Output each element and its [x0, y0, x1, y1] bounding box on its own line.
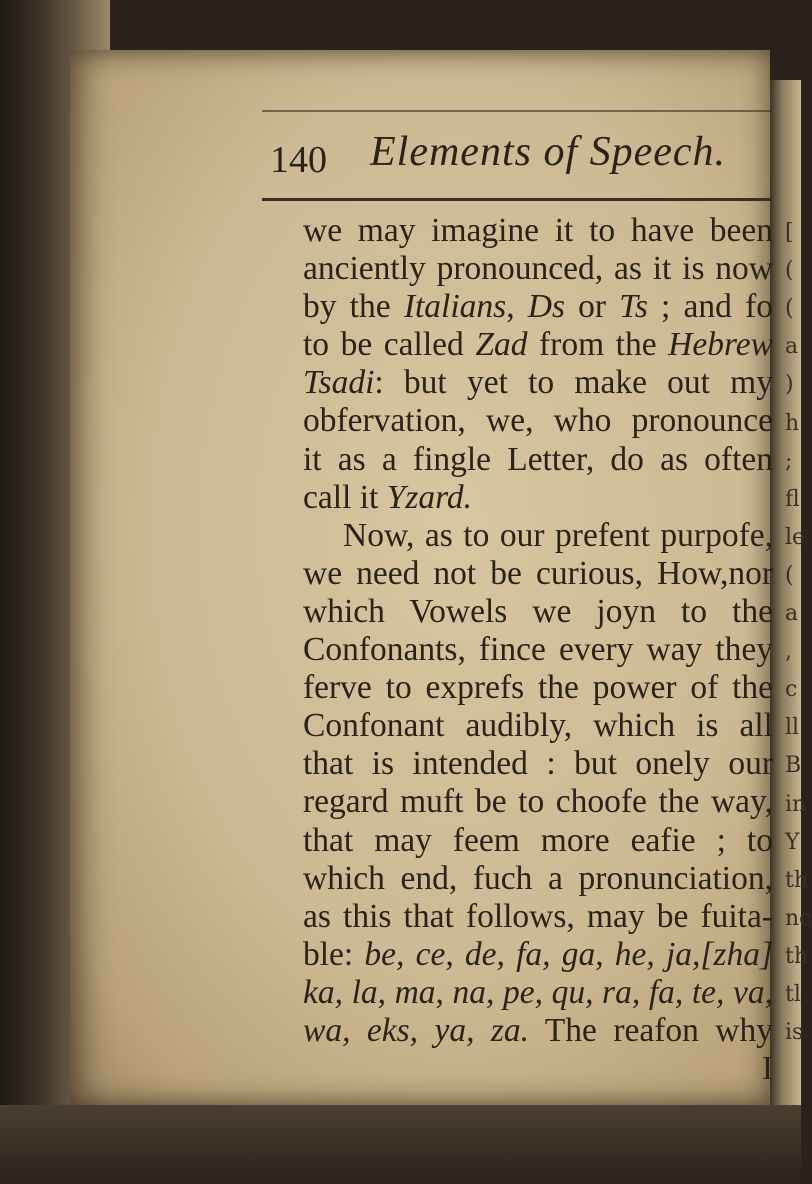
text-segment: Ts: [619, 288, 648, 326]
text-line: [303, 936, 773, 974]
next-page-letter: ,: [785, 639, 792, 665]
text-segment: Confonants, fince every way they: [303, 631, 773, 669]
page-number: 140: [270, 139, 327, 181]
text-segment: be, ce, de, fa, ga, he, ja,[zha]: [364, 935, 773, 973]
text-segment: ka, la, ma, na, pe, qu, ra, fa, te, va,: [303, 973, 773, 1011]
text-segment: obfervation, we, who pronounce: [303, 402, 773, 440]
text-line: [303, 212, 773, 250]
next-page-letter: (: [785, 296, 794, 322]
next-page-letter: Y: [785, 829, 800, 855]
next-page-letter: h: [785, 410, 800, 436]
next-page-letter: [: [785, 220, 794, 245]
text-line: [303, 1012, 773, 1050]
text-segment: Italians: [403, 288, 507, 326]
next-page-letter: tl: [785, 982, 801, 1007]
text-segment: I: [761, 1050, 773, 1088]
text-segment: ble:: [303, 935, 365, 973]
text-segment: : but yet to make out my: [374, 364, 773, 402]
text-segment: we may imagine it to have been: [303, 212, 773, 249]
text-segment: Yzard.: [386, 478, 473, 516]
next-page-letter: a: [785, 601, 799, 626]
text-segment: as this that follows, may be fuita-: [303, 897, 773, 935]
text-line: [303, 441, 773, 479]
text-line: [303, 631, 773, 669]
next-page-letter: B: [785, 753, 802, 779]
text-line: [303, 288, 773, 326]
text-line: [303, 517, 773, 555]
text-line: [303, 860, 773, 898]
header-rule-bottom: [262, 198, 772, 201]
text-segment: call it: [303, 478, 387, 516]
text-segment: which Vowels we joyn to the: [303, 592, 773, 630]
text-segment: Ds: [527, 288, 565, 326]
running-head: Elements of Speech.: [370, 129, 727, 175]
next-page-letter: th: [785, 867, 809, 893]
next-page-letter: in: [785, 791, 807, 817]
next-page-letter: ): [785, 372, 794, 398]
next-page-letter: nc: [785, 905, 812, 931]
text-segment: anciently pronounced, as it is now: [303, 250, 773, 288]
body-text: [303, 212, 773, 1088]
text-line: [303, 593, 773, 631]
text-line: [303, 745, 773, 783]
text-segment: The reafon why: [529, 1011, 774, 1049]
text-segment: to be called: [303, 326, 476, 364]
text-line: [303, 250, 773, 288]
text-line: [303, 707, 773, 745]
next-page-letter: c: [785, 677, 798, 703]
text-segment: it as a fingle Letter, do as often: [303, 440, 773, 478]
text-line: [303, 974, 773, 1012]
next-page-letter: (: [785, 258, 794, 284]
text-line: [303, 402, 773, 440]
bottom-shadow: [0, 1105, 801, 1184]
header-rule-top: [262, 110, 772, 112]
text-segment: Tsadi: [303, 364, 375, 402]
text-line: [303, 898, 773, 936]
text-line: [303, 555, 773, 593]
text-segment: which end, fuch a pronunciation,: [303, 859, 773, 897]
text-segment: ferve to exprefs the power of the: [303, 669, 773, 707]
text-segment: wa, eks, ya, za.: [303, 1011, 530, 1049]
next-page-letter: is: [785, 1020, 804, 1046]
text-segment: ,: [506, 288, 528, 326]
text-line: [303, 1050, 773, 1088]
text-segment: that may feem more eafie ; to: [303, 821, 773, 859]
text-segment: Confonant audibly, which is all: [303, 707, 773, 745]
text-segment: Now, as to our prefent purpofe,: [343, 516, 773, 554]
next-page-letter: ;: [785, 448, 793, 474]
text-segment: Hebrew: [668, 326, 773, 364]
text-line: [303, 479, 773, 517]
text-line: [303, 364, 773, 402]
text-line: [303, 669, 773, 707]
text-segment: regard muft be to choofe the way,: [303, 783, 773, 821]
text-line: [303, 326, 773, 364]
text-line: [303, 822, 773, 860]
text-segment: by the: [303, 288, 404, 326]
next-page-letter: le: [785, 524, 806, 550]
text-segment: or: [564, 288, 620, 326]
text-segment: that is intended : but onely our: [303, 745, 773, 783]
next-page-letter: (: [785, 562, 794, 588]
next-page-letter: a: [785, 334, 799, 360]
text-segment: from the: [527, 326, 669, 364]
text-segment: ; and fo: [647, 288, 773, 326]
next-page-letter: fl: [785, 486, 800, 512]
text-segment: Zad: [475, 326, 528, 364]
text-segment: we need not be curious, How,nor: [303, 554, 773, 592]
next-page-letter: ll: [785, 715, 800, 741]
next-page-letter: th: [785, 943, 809, 969]
text-line: [303, 783, 773, 821]
